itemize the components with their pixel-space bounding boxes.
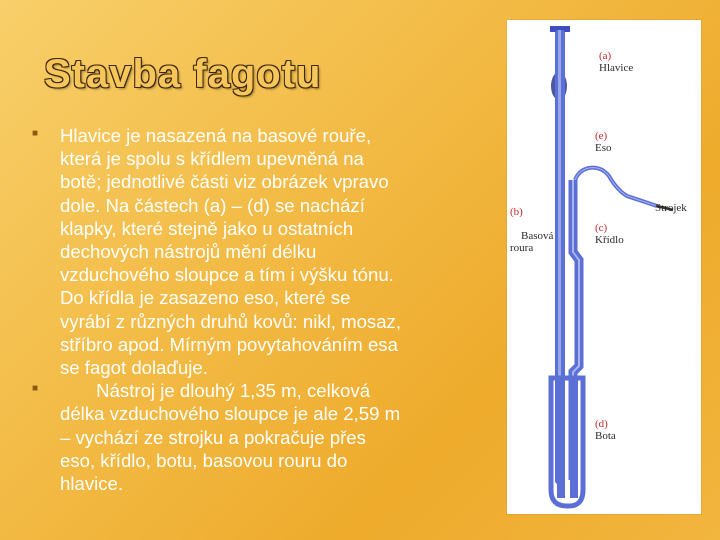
bullet-line: Hlavice je nasazená na basové rouře,	[60, 125, 372, 146]
label-c: (c) Křídlo	[595, 222, 624, 246]
bullet-item	[26, 379, 504, 495]
label-e: (e) Eso	[595, 130, 612, 154]
bullet-line: dechových nástrojů mění délku	[60, 241, 317, 263]
bullet-line: botě; jednotlivé části viz obrázek vpravo	[60, 171, 389, 193]
slide-title: Stavba fagotu	[44, 52, 322, 96]
label-b: (b) Basová roura	[510, 206, 554, 254]
bullet-line: která je spolu s křídlem upevněná na	[60, 148, 364, 170]
bullet-square-icon: ■	[32, 383, 39, 395]
label-strojek: Strojek	[655, 202, 687, 214]
bullet-line: vzduchového sloupce a tím i výšku tónu.	[60, 264, 394, 286]
bullet-line: Do křídla je zasazeno eso, které se	[60, 287, 351, 309]
bullet-line: Nástroj je dlouhý 1,35 m, celková	[60, 380, 371, 402]
bullet-line: délka vzduchového sloupce je ale 2,59 m	[60, 403, 401, 425]
bullet-line: eso, křídlo, botu, basovou rouru do	[60, 449, 348, 471]
bullet-item	[26, 124, 504, 379]
bullet-line: dole. Na částech (a) – (d) se nachází	[60, 194, 365, 216]
label-d: (d) Bota	[595, 418, 616, 442]
bullet-line: stříbro apod. Mírným povytahováním esa	[60, 333, 398, 355]
bassoon-figure	[507, 20, 701, 514]
label-a: (a) Hlavice	[599, 50, 634, 74]
bullet-line: hlavice.	[60, 473, 124, 495]
bullet-list	[26, 124, 504, 495]
bullet-line: – vychází ze strojku a pokračuje přes	[60, 426, 366, 448]
bullet-square-icon: ■	[32, 128, 39, 139]
bullet-line: vyrábí z různých druhů kovů: nikl, mosaz,	[60, 310, 402, 332]
bullet-line: klapky, které stejně jako u ostatních	[60, 217, 354, 239]
bullet-line: se fagot dolaďuje.	[60, 357, 208, 379]
